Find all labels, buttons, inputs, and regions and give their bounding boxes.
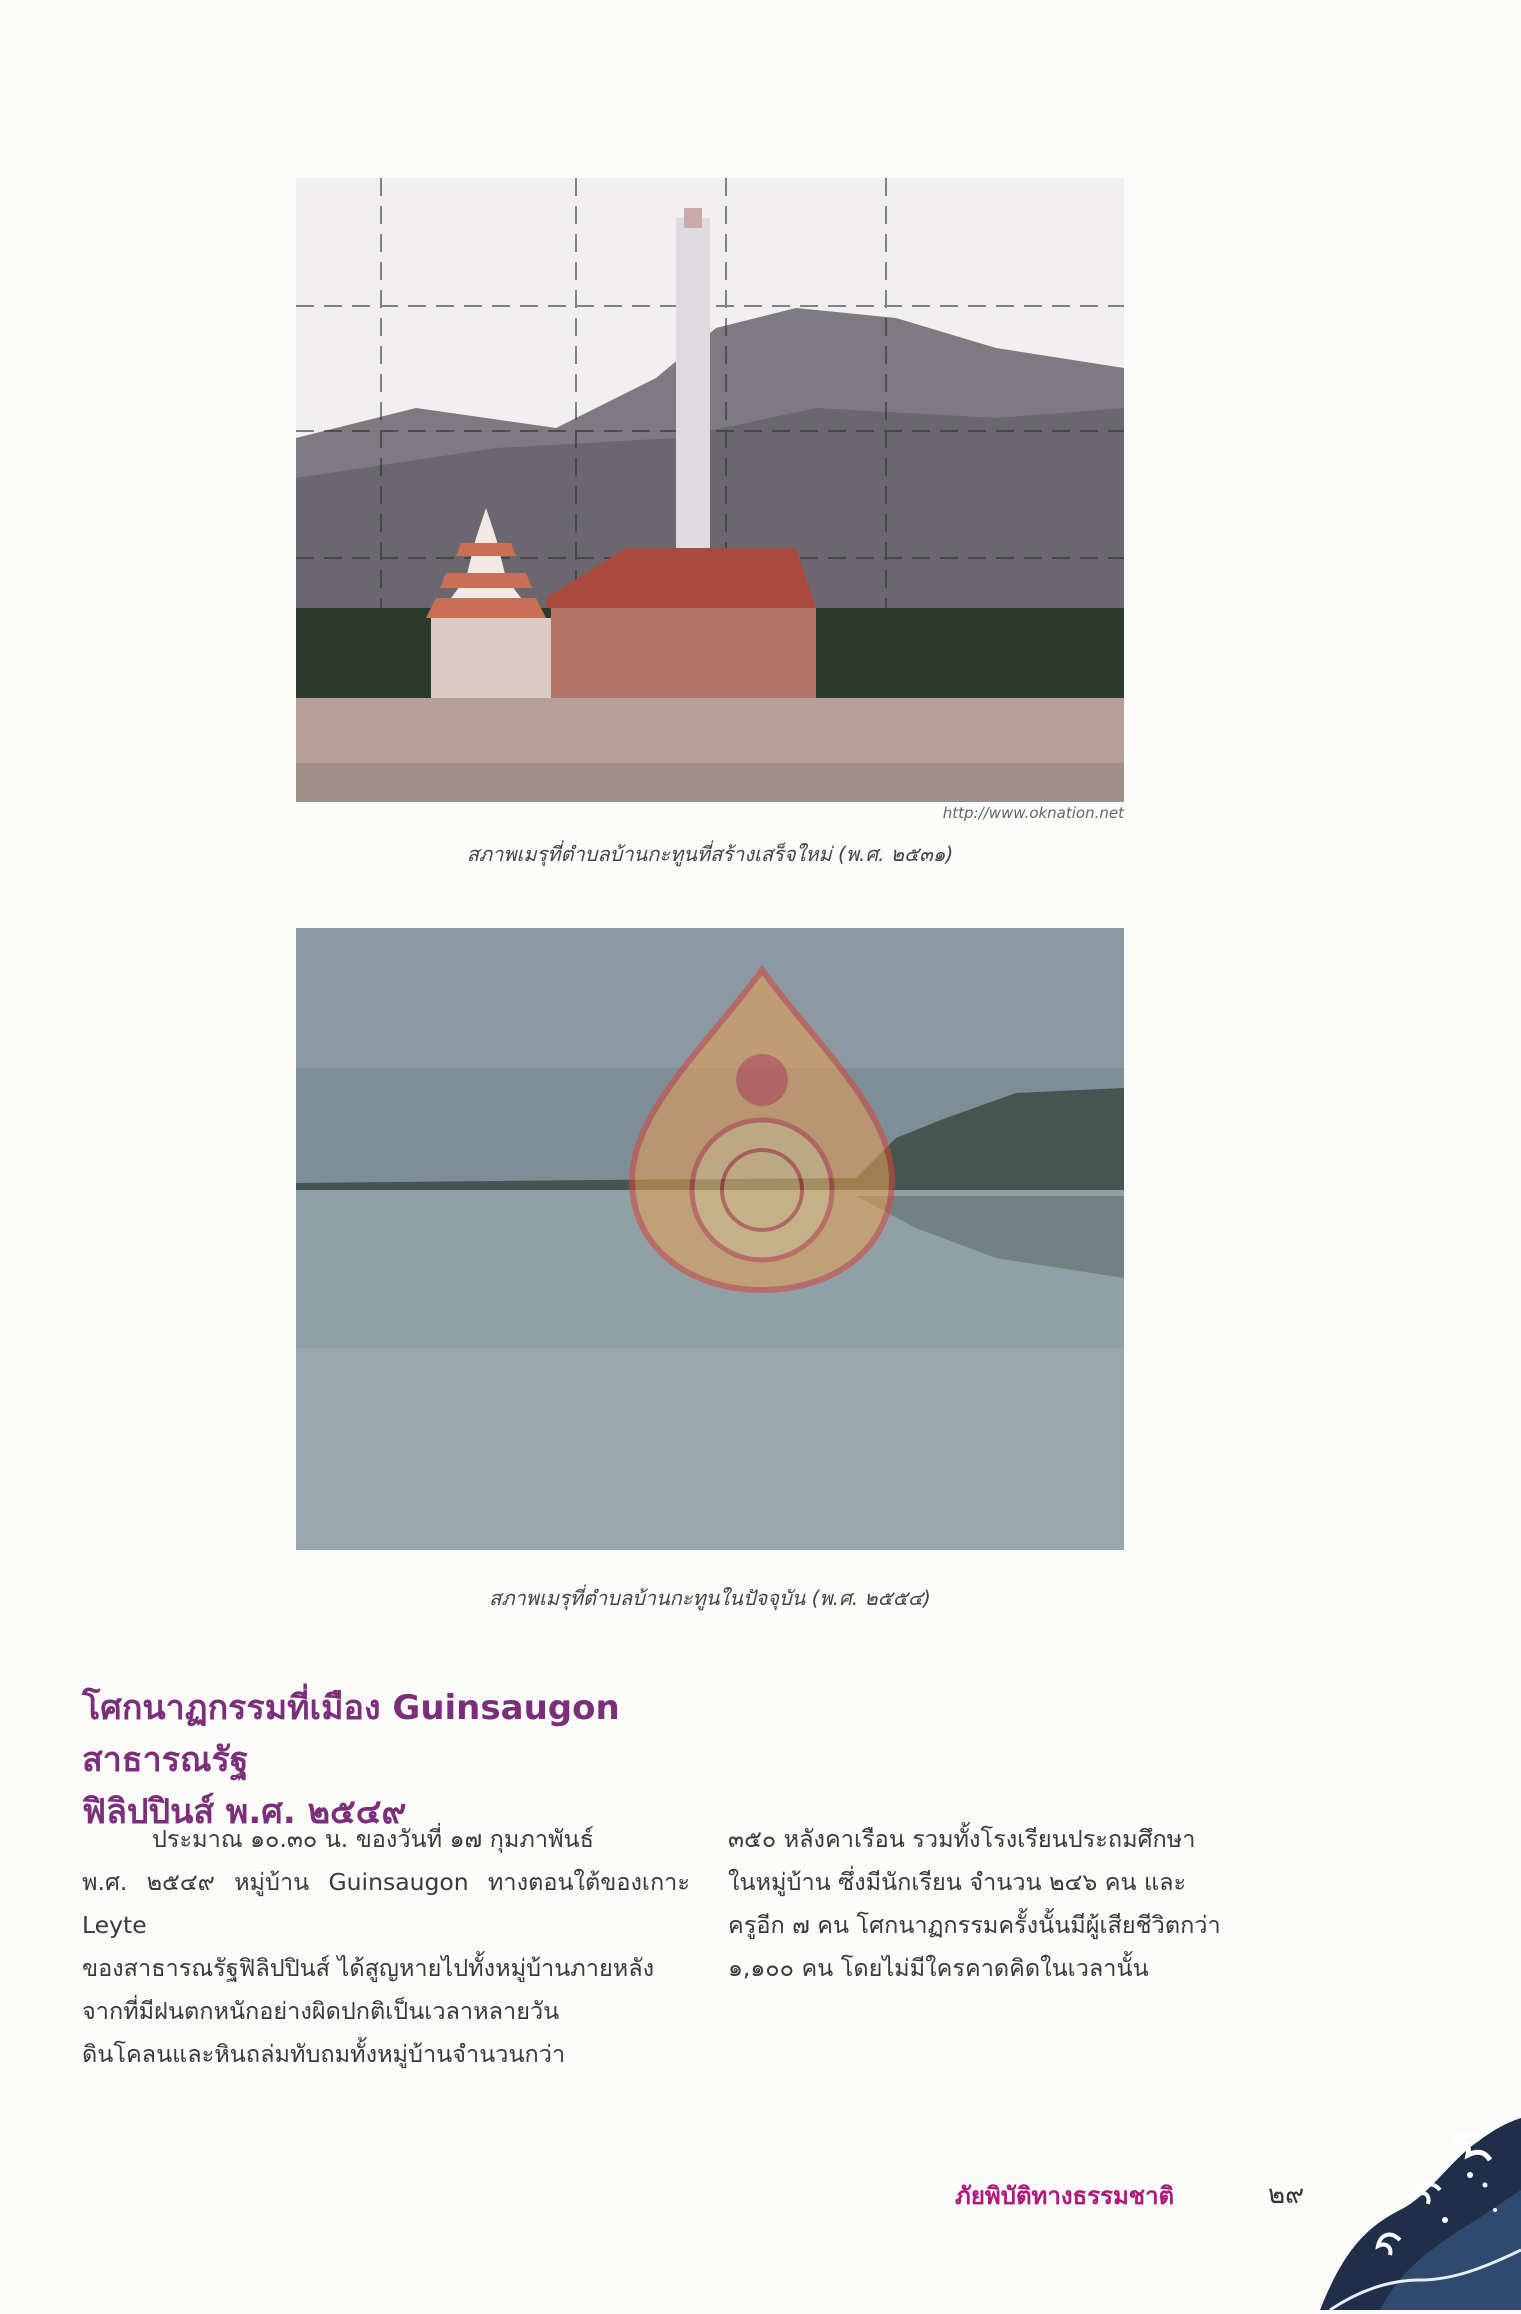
watermark-emblem [612, 960, 912, 1300]
photo-caption-2: สภาพเมรุที่ตำบลบ้านกะทูนในปัจจุบัน (พ.ศ. ๒๕๕๔) [489, 1586, 931, 1610]
body-right-column [728, 1818, 1348, 1990]
footer-title: ภัยพิบัติทางธรรมชาติ [955, 2182, 1175, 2210]
body-line: ๓๕๐ หลังคาเรือน รวมทั้งโรงเรียนประถมศึกษา [728, 1825, 1196, 1853]
section-heading [82, 1682, 762, 1838]
body-left-column [82, 1818, 690, 2076]
section-heading-line-2: ฟิลิปปินส์ พ.ศ. ๒๕๔๙ [82, 1792, 407, 1832]
body-line: ครูอีก ๗ คน โศกนาฏกรรมครั้งนั้นมีผู้เสียชีวิตกว่า [728, 1911, 1221, 1939]
photo-credit: http://www.oknation.net [942, 804, 1124, 822]
body-line: ของสาธารณรัฐฟิลิปปินส์ ได้สูญหายไปทั้งหมู่บ้านภายหลัง [82, 1954, 655, 1982]
photo-caption-1: สภาพเมรุที่ตำบลบ้านกะทูนที่สร้างเสร็จใหม่ (พ.ศ. ๒๕๓๑) [466, 842, 954, 866]
body-line: ในหมู่บ้าน ซึ่งมีนักเรียน จำนวน ๒๔๖ คน และ [728, 1868, 1187, 1896]
wave-illustration [1320, 2080, 1521, 2310]
body-line: พ.ศ. ๒๕๔๙ หมู่บ้าน Guinsaugon ทางตอนใต้ของเกาะ Leyte [82, 1868, 690, 1939]
body-line: จากที่มีฝนตกหนักอย่างผิดปกติเป็นเวลาหลายวัน [82, 1997, 560, 2025]
body-line: ดินโคลนและหินถล่มทับถมทั้งหมู่บ้านจำนวนกว่า [82, 2040, 566, 2068]
page-number: ๒๙ [1268, 2180, 1305, 2210]
body-line: ประมาณ ๑๐.๓๐ น. ของวันที่ ๑๗ กุมภาพันธ์ [152, 1825, 594, 1853]
photo-crematorium-new [296, 178, 1124, 802]
section-heading-line-1: โศกนาฏกรรมที่เมือง Guinsaugon สาธารณรัฐ [82, 1688, 620, 1780]
body-line: ๑,๑๐๐ คน โดยไม่มีใครคาดคิดในเวลานั้น [728, 1954, 1149, 1982]
